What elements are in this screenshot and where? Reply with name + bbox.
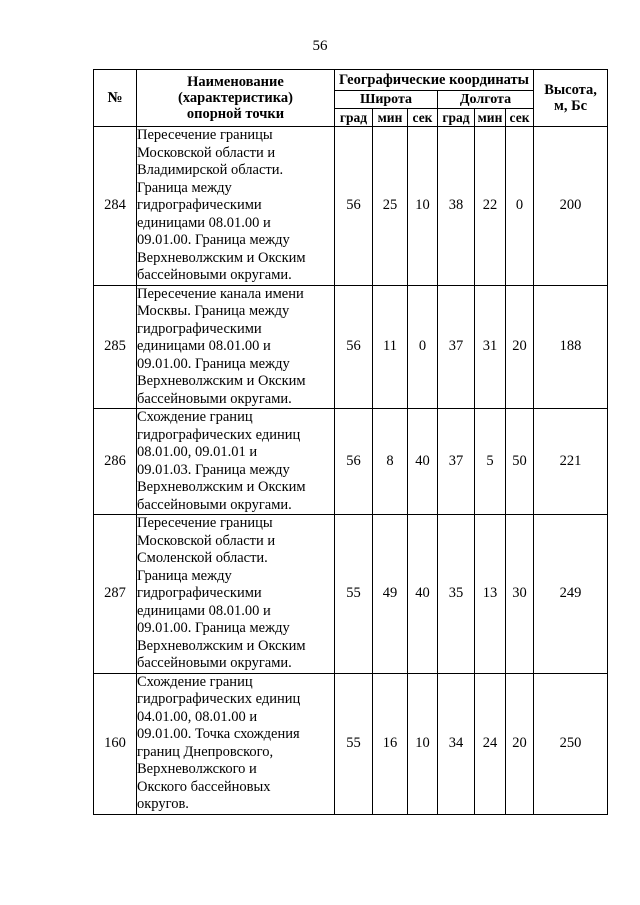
description-line: Верхневолжским и Окским: [137, 479, 306, 495]
header-unit-lat-deg: град: [335, 109, 373, 127]
latitude-degrees-cell: 55: [335, 515, 373, 674]
description-line: гидрографических единиц: [137, 691, 301, 707]
description-line: единицами 08.01.00 и: [137, 214, 271, 231]
height-cell: 250: [534, 673, 608, 814]
description-line: Смоленской области.: [137, 550, 268, 566]
height-cell: 188: [534, 285, 608, 409]
table-row: [94, 673, 608, 814]
description-line: границ Днепровского,: [137, 743, 274, 760]
longitude-seconds-cell: 20: [506, 673, 534, 814]
height-cell: 200: [534, 127, 608, 286]
header-name-line: (характеристика): [178, 90, 293, 106]
description-line: единицами 08.01.00 и: [137, 338, 271, 354]
longitude-minutes-cell: 24: [475, 673, 506, 814]
description-line: бассейновыми округами.: [137, 390, 292, 407]
description-line: гидрографическими: [137, 320, 262, 337]
latitude-seconds-cell: 40: [408, 515, 438, 674]
point-number-cell: 286: [94, 409, 137, 515]
description-line: Верхневолжского и: [137, 761, 257, 777]
description-line: Окского бассейновых: [137, 778, 271, 795]
description-line: Московской области и: [137, 144, 276, 161]
latitude-degrees-cell: 56: [335, 127, 373, 286]
header-number: №: [94, 70, 137, 127]
description-line: Пересечение границы: [137, 515, 273, 531]
latitude-seconds-cell: 0: [408, 285, 438, 409]
point-description-cell: [137, 515, 335, 674]
longitude-seconds-cell: 20: [506, 285, 534, 409]
header-unit-lat-sec: сек: [408, 109, 438, 127]
longitude-minutes-cell: 5: [475, 409, 506, 515]
latitude-degrees-cell: 56: [335, 409, 373, 515]
table-row: [94, 409, 608, 515]
longitude-degrees-cell: 37: [438, 285, 475, 409]
header-latitude: Широта: [335, 91, 438, 109]
description-line: Схождение границ: [137, 409, 253, 425]
point-description-cell: [137, 285, 335, 409]
description-line: 09.01.00. Граница между: [137, 355, 290, 372]
description-line: 09.01.00. Точка схождения: [137, 726, 300, 742]
latitude-minutes-cell: 11: [373, 285, 408, 409]
description-line: 09.01.03. Граница между: [137, 461, 290, 478]
longitude-seconds-cell: 50: [506, 409, 534, 515]
point-number-cell: 287: [94, 515, 137, 674]
header-height: [534, 70, 608, 127]
description-line: 09.01.00. Граница между: [137, 620, 290, 636]
header-unit-lon-deg: град: [438, 109, 475, 127]
longitude-degrees-cell: 37: [438, 409, 475, 515]
description-line: Владимирской области.: [137, 162, 284, 178]
latitude-seconds-cell: 10: [408, 127, 438, 286]
longitude-minutes-cell: 22: [475, 127, 506, 286]
point-description-cell: [137, 673, 335, 814]
longitude-minutes-cell: 31: [475, 285, 506, 409]
description-line: гидрографических единиц: [137, 426, 301, 443]
description-line: 04.01.00, 08.01.00 и: [137, 708, 258, 725]
header-name-line: опорной точки: [186, 106, 285, 122]
description-line: бассейновыми округами.: [137, 496, 292, 513]
description-line: Схождение границ: [137, 673, 253, 690]
header-longitude: Долгота: [438, 91, 534, 109]
header-height-line: Высота,: [544, 82, 597, 98]
height-cell: 221: [534, 409, 608, 515]
description-line: гидрографическими: [137, 585, 262, 601]
longitude-degrees-cell: 35: [438, 515, 475, 674]
table-row: [94, 127, 608, 286]
header-name-line: Наименование: [187, 74, 284, 90]
latitude-degrees-cell: 56: [335, 285, 373, 409]
point-description-cell: [137, 127, 335, 286]
longitude-seconds-cell: 0: [506, 127, 534, 286]
description-line: Верхневолжским и Окским: [137, 373, 306, 389]
description-line: бассейновыми округами.: [137, 267, 292, 283]
point-number-cell: 160: [94, 673, 137, 814]
longitude-minutes-cell: 13: [475, 515, 506, 674]
latitude-seconds-cell: 40: [408, 409, 438, 515]
page-number: 56: [312, 38, 328, 54]
header-name: [137, 70, 335, 127]
latitude-seconds-cell: 10: [408, 673, 438, 814]
table-row: [94, 515, 608, 674]
longitude-seconds-cell: 30: [506, 515, 534, 674]
description-line: Пересечение канала имени: [137, 285, 304, 302]
header-geo-coordinates: Географические координаты: [335, 70, 534, 91]
point-number-cell: 284: [94, 127, 137, 286]
latitude-minutes-cell: 8: [373, 409, 408, 515]
description-line: единицами 08.01.00 и: [137, 602, 271, 619]
header-unit-lat-min: мин: [373, 109, 408, 127]
description-line: Пересечение границы: [137, 127, 273, 143]
point-description-cell: [137, 409, 335, 515]
coordinates-table: [93, 69, 608, 815]
height-cell: 249: [534, 515, 608, 674]
longitude-degrees-cell: 34: [438, 673, 475, 814]
point-number-cell: 285: [94, 285, 137, 409]
table-row: [94, 285, 608, 409]
description-line: Москвы. Граница между: [137, 303, 290, 319]
latitude-degrees-cell: 55: [335, 673, 373, 814]
header-height-line: м, Бс: [553, 98, 588, 114]
description-line: 08.01.00, 09.01.01 и: [137, 444, 258, 460]
description-line: округов.: [137, 796, 189, 812]
longitude-degrees-cell: 38: [438, 127, 475, 286]
header-unit-lon-sec: сек: [506, 109, 534, 127]
description-line: 09.01.00. Граница между: [137, 232, 290, 248]
description-line: Верхневолжским и Окским: [137, 249, 306, 266]
description-line: Граница между: [137, 179, 232, 196]
description-line: Верхневолжским и Окским: [137, 637, 306, 654]
table-header: [94, 70, 608, 127]
description-line: Московской области и: [137, 532, 276, 549]
description-line: гидрографическими: [137, 197, 262, 213]
latitude-minutes-cell: 16: [373, 673, 408, 814]
header-unit-lon-min: мин: [475, 109, 506, 127]
description-line: Граница между: [137, 567, 232, 584]
latitude-minutes-cell: 49: [373, 515, 408, 674]
description-line: бассейновыми округами.: [137, 655, 292, 671]
table-body: [94, 127, 608, 815]
latitude-minutes-cell: 25: [373, 127, 408, 286]
